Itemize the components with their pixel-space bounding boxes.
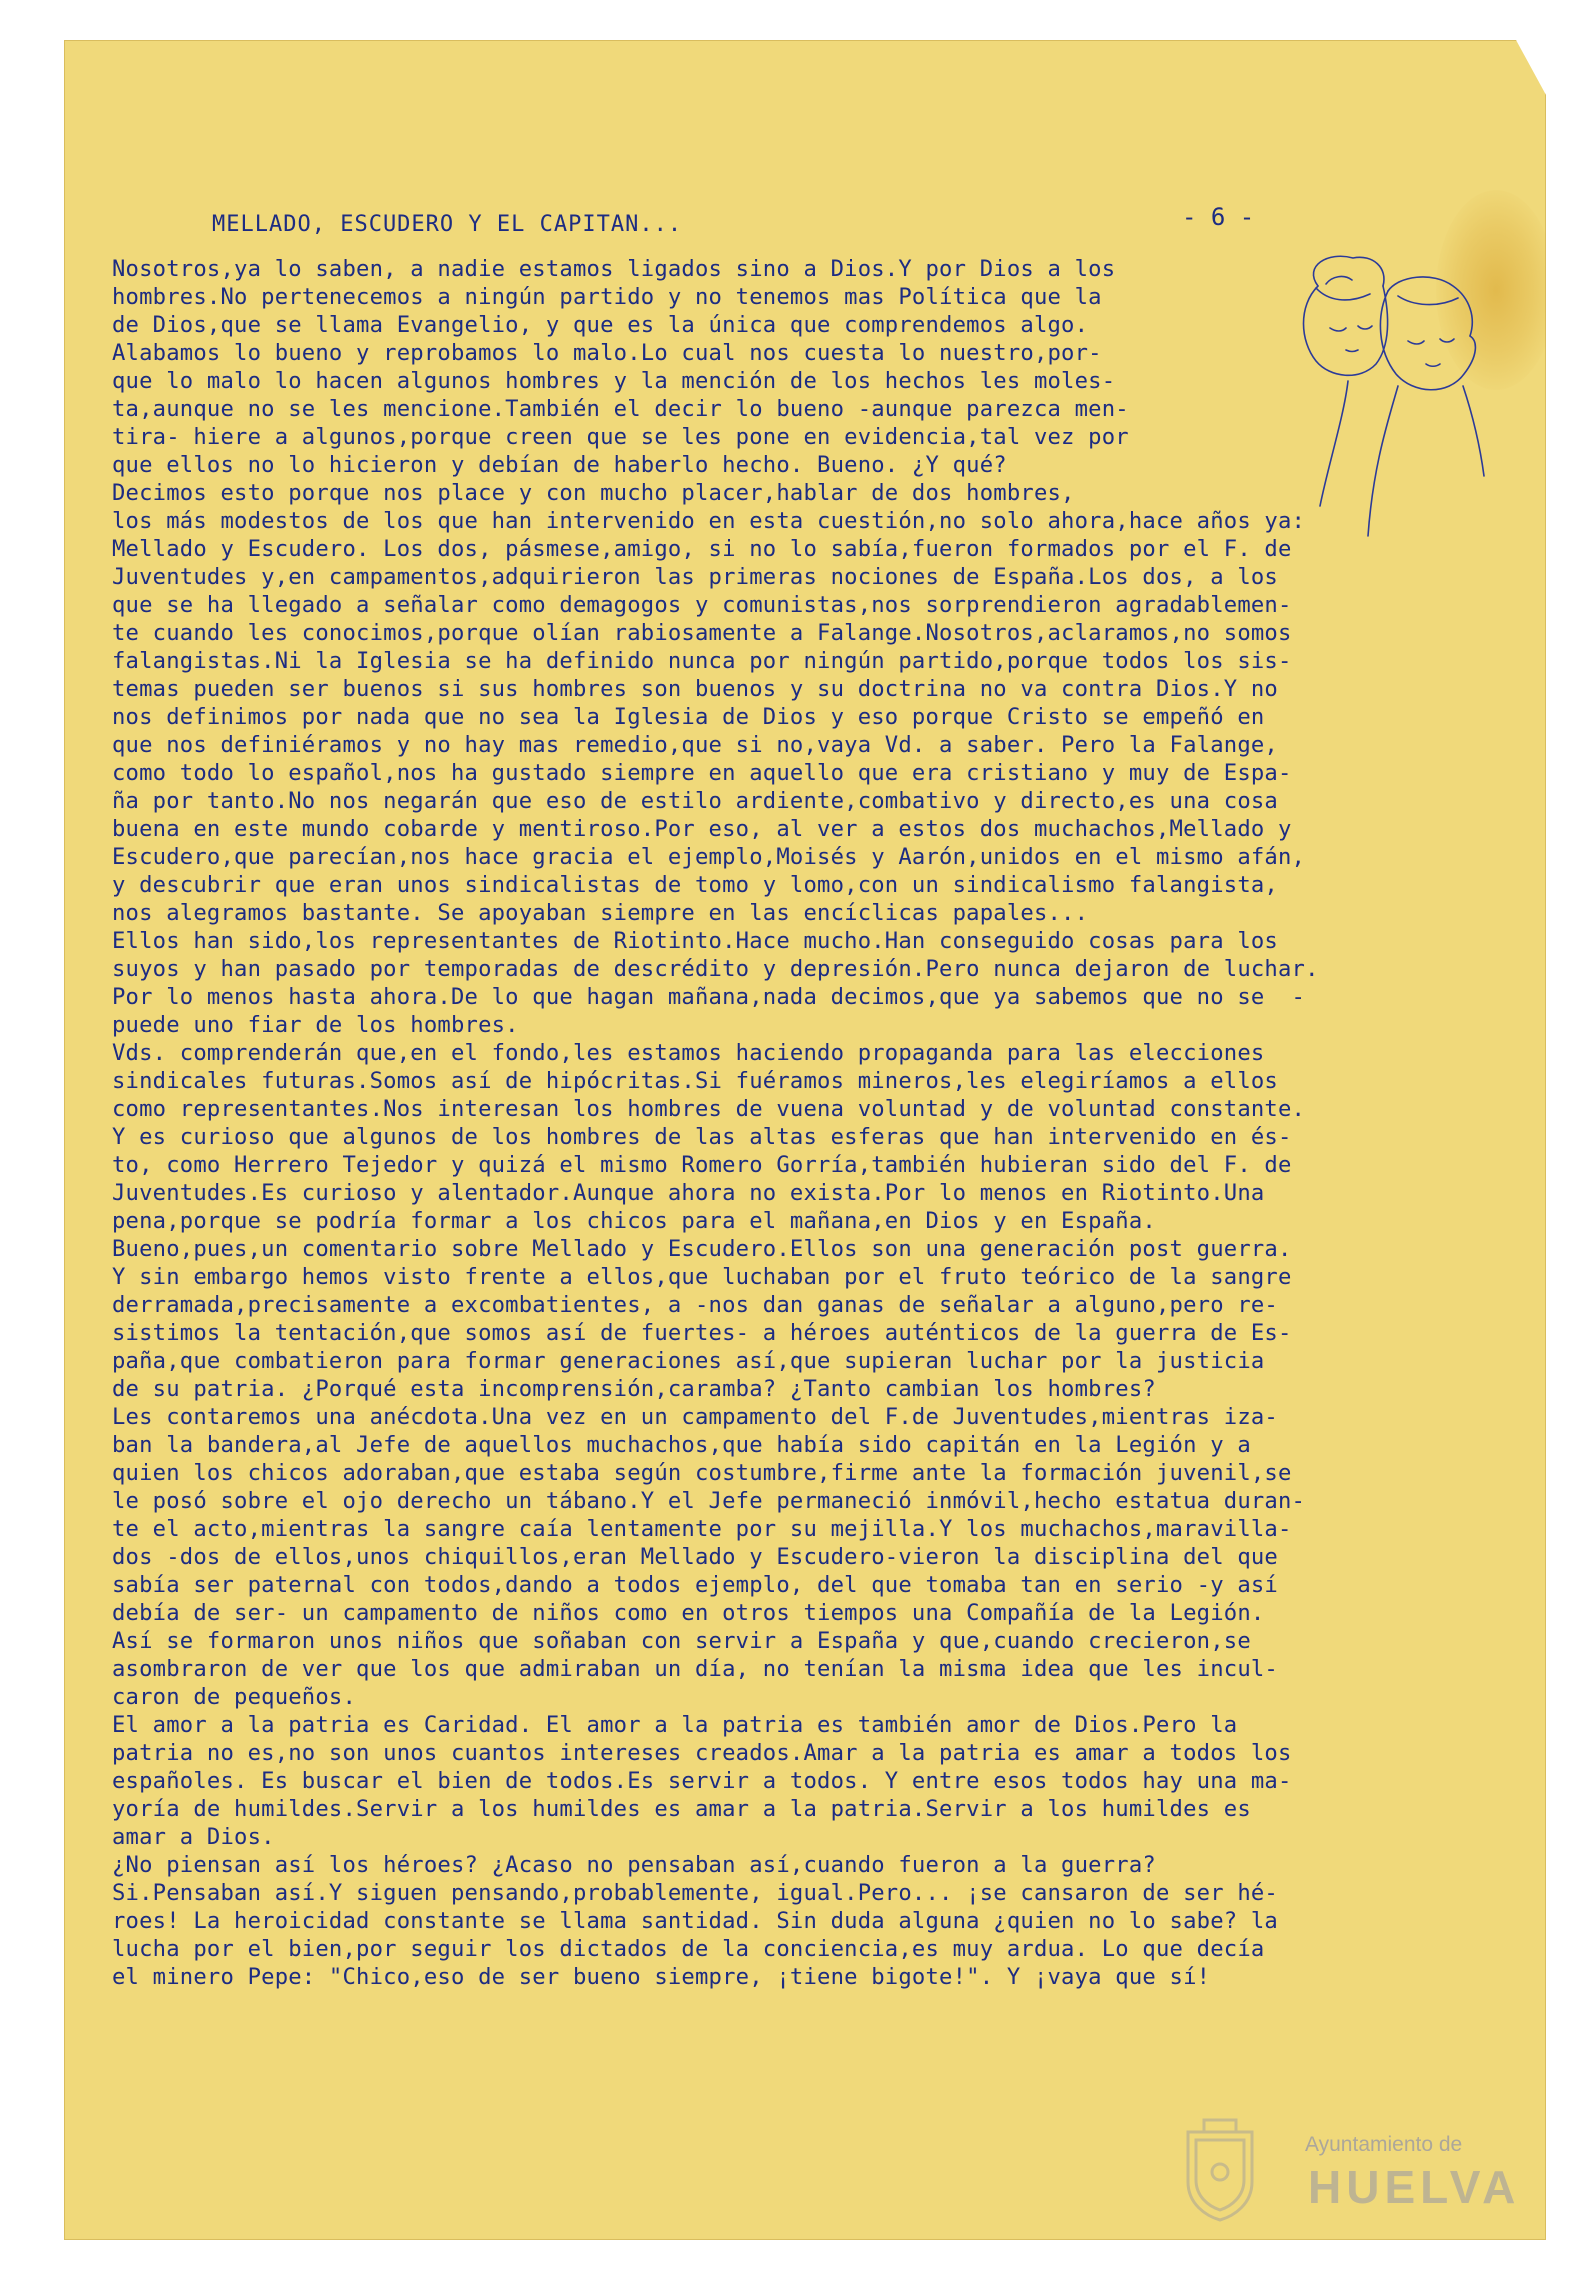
text-line: el minero Pepe: "Chico,eso de ser bueno siempre, ¡tiene bigote!". Y ¡vaya que sí! bbox=[112, 1964, 1211, 1990]
text-line: Bueno,pues,un comentario sobre Mellado y Escudero.Ellos son una generación post guerra. bbox=[112, 1236, 1292, 1262]
text-line: que ellos no lo hicieron y debían de haberlo hecho. Bueno. ¿Y qué? bbox=[112, 452, 1007, 478]
text-line: yoría de humildes.Servir a los humildes es amar a la patria.Servir a los humildes es bbox=[112, 1796, 1251, 1822]
text-line: nos alegramos bastante. Se apoyaban siempre en las encíclicas papales... bbox=[112, 900, 1089, 926]
text-line: te cuando les conocimos,porque olían rabiosamente a Falange.Nosotros,aclaramos,no somos bbox=[112, 620, 1292, 646]
huelva-coat-of-arms-watermark bbox=[1178, 2112, 1262, 2224]
text-line: Mellado y Escudero. Los dos, pásmese,amigo, si no lo sabía,fueron formados por el F. de bbox=[112, 536, 1292, 562]
text-line: de Dios,que se llama Evangelio, y que es la única que comprendemos algo. bbox=[112, 312, 1089, 338]
text-line: Si.Pensaban así.Y siguen pensando,probablemente, igual.Pero... ¡se cansaron de ser hé- bbox=[112, 1880, 1278, 1906]
text-line: Y sin embargo hemos visto frente a ellos,que luchaban por el fruto teórico de la sangre bbox=[112, 1264, 1292, 1290]
text-line: caron de pequeños. bbox=[112, 1684, 357, 1710]
children-sketch-illustration bbox=[1248, 246, 1488, 576]
text-line: El amor a la patria es Caridad. El amor a la patria es también amor de Dios.Pero la bbox=[112, 1712, 1238, 1738]
text-line: ta,aunque no se les mencione.También el decir lo bueno -aunque parezca men- bbox=[112, 396, 1129, 422]
page-number: - 6 - bbox=[1182, 203, 1255, 231]
text-line: Decimos esto porque nos place y con mucho placer,hablar de dos hombres, bbox=[112, 480, 1075, 506]
text-line: roes! La heroicidad constante se llama santidad. Sin duda alguna ¿quien no lo sabe? la bbox=[112, 1908, 1278, 1934]
text-line: ban la bandera,al Jefe de aquellos muchachos,que había sido capitán en la Legión y a bbox=[112, 1432, 1251, 1458]
text-line: Vds. comprenderán que,en el fondo,les estamos haciendo propaganda para las elecciones bbox=[112, 1040, 1265, 1066]
text-line: le posó sobre el ojo derecho un tábano.Y el Jefe permaneció inmóvil,hecho estatua duran- bbox=[112, 1488, 1306, 1514]
text-line: que se ha llegado a señalar como demagogos y comunistas,nos sorprendieron agradablemen- bbox=[112, 592, 1292, 618]
text-line: como todo lo español,nos ha gustado siempre en aquello que era cristiano y muy de Espa- bbox=[112, 760, 1292, 786]
text-line: buena en este mundo cobarde y mentiroso.Por eso, al ver a estos dos muchachos,Mellado y bbox=[112, 816, 1292, 842]
text-line: Por lo menos hasta ahora.De lo que hagan mañana,nada decimos,que ya sabemos que no se - bbox=[112, 984, 1306, 1010]
body-text bbox=[112, 255, 1442, 1991]
watermark-city-name: HUELVA bbox=[1308, 2161, 1521, 2213]
text-line: Alabamos lo bueno y reprobamos lo malo.Lo cual nos cuesta lo nuestro,por- bbox=[112, 340, 1102, 366]
text-line: sistimos la tentación,que somos así de fuertes- a héroes auténticos de la guerra de Es- bbox=[112, 1320, 1292, 1346]
text-line: sabía ser paternal con todos,dando a todos ejemplo, del que tomaba tan en serio -y así bbox=[112, 1572, 1278, 1598]
text-line: los más modestos de los que han intervenido en esta cuestión,no solo ahora,hace años ya: bbox=[112, 508, 1306, 534]
text-line: amar a Dios. bbox=[112, 1824, 275, 1850]
text-line: Juventudes.Es curioso y alentador.Aunque ahora no exista.Por lo menos en Riotinto.Una bbox=[112, 1180, 1265, 1206]
text-line: que lo malo lo hacen algunos hombres y la mención de los hechos les moles- bbox=[112, 368, 1116, 394]
document-title: MELLADO, ESCUDERO Y EL CAPITAN... bbox=[212, 212, 683, 237]
text-line: paña,que combatieron para formar generaciones así,que supieran luchar por la justicia bbox=[112, 1348, 1265, 1374]
text-line: de su patria. ¿Porqué esta incomprensión,caramba? ¿Tanto cambian los hombres? bbox=[112, 1376, 1156, 1402]
text-line: tira- hiere a algunos,porque creen que se les pone en evidencia,tal vez por bbox=[112, 424, 1129, 450]
text-line: pena,porque se podría formar a los chicos para el mañana,en Dios y en España. bbox=[112, 1208, 1156, 1234]
text-line: Y es curioso que algunos de los hombres de las altas esferas que han intervenido en és- bbox=[112, 1124, 1292, 1150]
text-line: como representantes.Nos interesan los hombres de vuena voluntad y de voluntad constante. bbox=[112, 1096, 1306, 1122]
text-line: nos definimos por nada que no sea la Iglesia de Dios y eso porque Cristo se empeñó en bbox=[112, 704, 1265, 730]
text-line: asombraron de ver que los que admiraban un día, no tenían la misma idea que les incul- bbox=[112, 1656, 1278, 1682]
watermark-city-council: Ayuntamiento de bbox=[1305, 2133, 1463, 2156]
text-line: derramada,precisamente a excombatientes, a -nos dan ganas de señalar a alguno,pero re- bbox=[112, 1292, 1278, 1318]
text-line: Juventudes y,en campamentos,adquirieron las primeras nociones de España.Los dos, a los bbox=[112, 564, 1278, 590]
text-line: hombres.No pertenecemos a ningún partido y no tenemos mas Política que la bbox=[112, 284, 1102, 310]
text-line: falangistas.Ni la Iglesia se ha definido nunca por ningún partido,porque todos los sis- bbox=[112, 648, 1292, 674]
text-line: que nos definiéramos y no hay mas remedio,que si no,vaya Vd. a saber. Pero la Falange, bbox=[112, 732, 1278, 758]
text-line: patria no es,no son unos cuantos intereses creados.Amar a la patria es amar a todos los bbox=[112, 1740, 1292, 1766]
text-line: puede uno fiar de los hombres. bbox=[112, 1012, 519, 1038]
text-line: debía de ser- un campamento de niños como en otros tiempos una Compañía de la Legión. bbox=[112, 1600, 1265, 1626]
text-line: Escudero,que parecían,nos hace gracia el ejemplo,Moisés y Aarón,unidos en el mismo afán, bbox=[112, 844, 1306, 870]
text-line: sindicales futuras.Somos así de hipócritas.Si fuéramos mineros,les elegiríamos a ellos bbox=[112, 1068, 1278, 1094]
text-line: lucha por el bien,por seguir los dictados de la conciencia,es muy ardua. Lo que decía bbox=[112, 1936, 1265, 1962]
text-line: Nosotros,ya lo saben, a nadie estamos ligados sino a Dios.Y por Dios a los bbox=[112, 256, 1116, 282]
text-line: te el acto,mientras la sangre caía lentamente por su mejilla.Y los muchachos,maravilla- bbox=[112, 1516, 1292, 1542]
text-line: Así se formaron unos niños que soñaban con servir a España y que,cuando crecieron,se bbox=[112, 1628, 1251, 1654]
text-line: Les contaremos una anécdota.Una vez en un campamento del F.de Juventudes,mientras iza- bbox=[112, 1404, 1278, 1430]
text-line: españoles. Es buscar el bien de todos.Es servir a todos. Y entre esos todos hay una ma- bbox=[112, 1768, 1292, 1794]
text-line: temas pueden ser buenos si sus hombres son buenos y su doctrina no va contra Dios.Y no bbox=[112, 676, 1278, 702]
text-line: suyos y han pasado por temporadas de descrédito y depresión.Pero nunca dejaron de luchar. bbox=[112, 956, 1319, 982]
text-line: to, como Herrero Tejedor y quizá el mismo Romero Gorría,también hubieran sido del F. de bbox=[112, 1152, 1292, 1178]
text-line: Ellos han sido,los representantes de Riotinto.Hace mucho.Han conseguido cosas para los bbox=[112, 928, 1278, 954]
text-line: ¿No piensan así los héroes? ¿Acaso no pensaban así,cuando fueron a la guerra? bbox=[112, 1852, 1156, 1878]
text-line: ña por tanto.No nos negarán que eso de estilo ardiente,combativo y directo,es una cosa bbox=[112, 788, 1278, 814]
text-line: y descubrir que eran unos sindicalistas de tomo y lomo,con un sindicalismo falangista, bbox=[112, 872, 1278, 898]
text-line: dos -dos de ellos,unos chiquillos,eran Mellado y Escudero-vieron la disciplina del que bbox=[112, 1544, 1278, 1570]
text-line: quien los chicos adoraban,que estaba según costumbre,firme ante la formación juvenil,se bbox=[112, 1460, 1292, 1486]
